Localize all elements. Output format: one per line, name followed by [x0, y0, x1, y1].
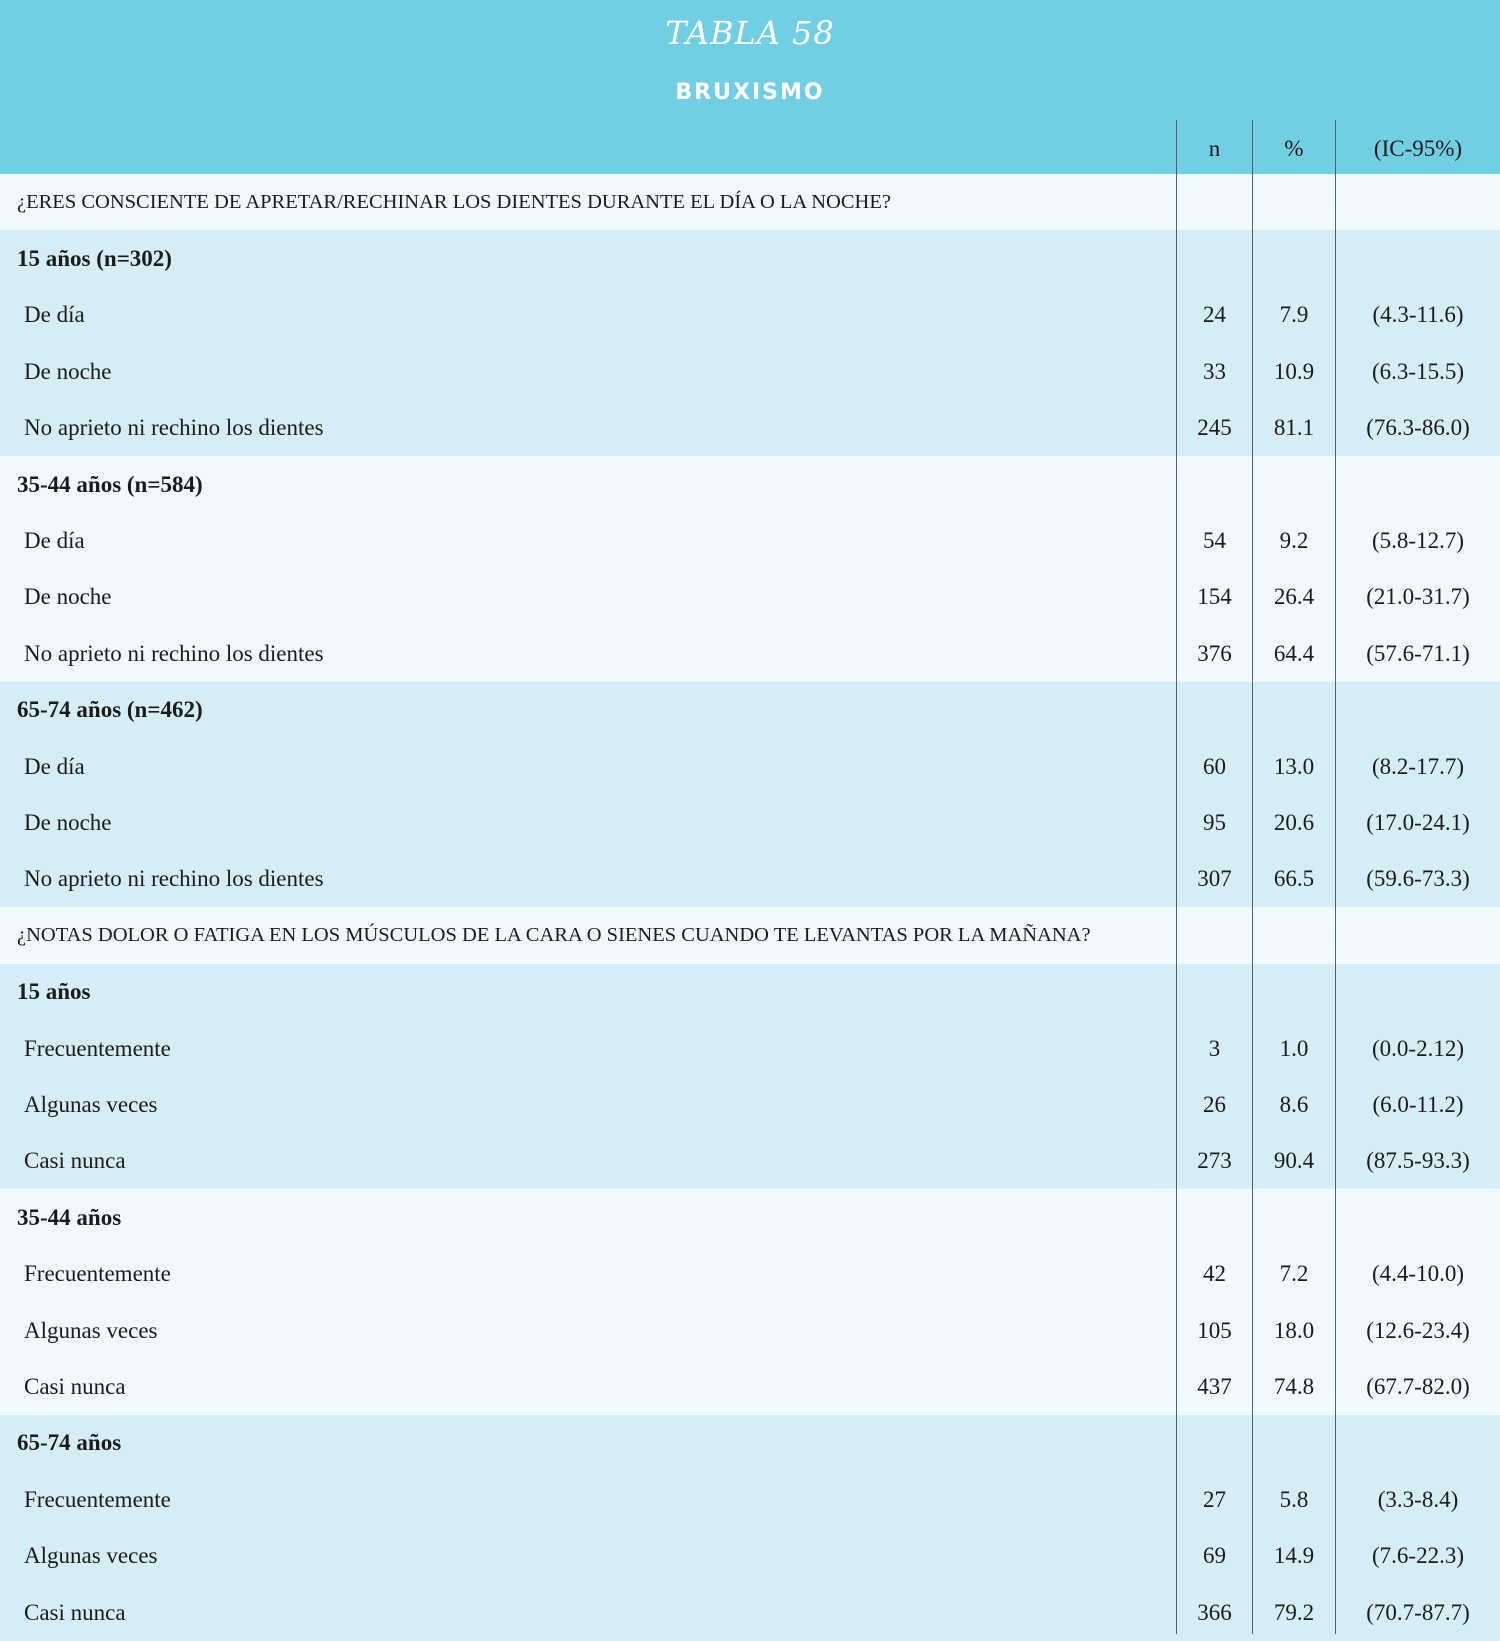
percent-value: 64.4	[1273, 640, 1315, 666]
n-value: 273	[1197, 1148, 1232, 1174]
ci-value: (70.7-87.7)	[1366, 1599, 1470, 1625]
ci-value: (4.4-10.0)	[1372, 1261, 1464, 1287]
table-row	[0, 1133, 1500, 1190]
row-label: Algunas veces	[24, 1091, 158, 1117]
table-row	[0, 851, 1500, 908]
ci-value: (17.0-24.1)	[1366, 809, 1470, 835]
ci-value: (6.0-11.2)	[1372, 1091, 1464, 1117]
age-group-label: 65-74 años	[17, 1430, 122, 1456]
n-value: 42	[1203, 1261, 1226, 1287]
row-label: De noche	[24, 809, 112, 835]
ci-value: (4.3-11.6)	[1372, 302, 1464, 328]
column-divider	[1252, 120, 1253, 1634]
percent-value: 5.8	[1279, 1486, 1309, 1512]
n-value: 366	[1197, 1599, 1232, 1625]
table-title: TABLA 58	[665, 14, 835, 52]
age-group-label: 35-44 años (n=584)	[17, 471, 203, 497]
table-header	[0, 0, 1500, 174]
row-label: De día	[24, 302, 85, 328]
percent-value: 13.0	[1273, 753, 1315, 779]
percent-value: 26.4	[1273, 584, 1315, 610]
n-value: 105	[1197, 1317, 1232, 1343]
table-row	[0, 1471, 1500, 1528]
percent-value: 7.2	[1279, 1261, 1309, 1287]
table-row	[0, 625, 1500, 682]
n-value: 245	[1197, 415, 1232, 441]
column-header-percent: %	[1284, 136, 1304, 161]
n-value: 3	[1208, 1035, 1221, 1061]
age-group-label: 65-74 años (n=462)	[17, 697, 203, 723]
question-row	[0, 907, 1500, 964]
percent-value: 90.4	[1273, 1148, 1315, 1174]
age-group-row	[0, 456, 1500, 513]
percent-value: 66.5	[1273, 866, 1315, 892]
row-label: Casi nunca	[24, 1599, 126, 1625]
percent-value: 10.9	[1273, 358, 1315, 384]
row-label: De noche	[24, 358, 112, 384]
n-value: 307	[1197, 866, 1232, 892]
row-label: Frecuentemente	[24, 1035, 171, 1061]
table-row	[0, 1246, 1500, 1303]
table-row	[0, 1020, 1500, 1077]
column-header-n: n	[1208, 136, 1221, 161]
row-label: No aprieto ni rechino los dientes	[24, 640, 324, 666]
ci-value: (67.7-82.0)	[1366, 1373, 1470, 1399]
ci-value: (57.6-71.1)	[1366, 640, 1470, 666]
table-row	[0, 287, 1500, 344]
n-value: 437	[1197, 1373, 1232, 1399]
percent-value: 74.8	[1273, 1373, 1315, 1399]
ci-value: (59.6-73.3)	[1366, 866, 1470, 892]
column-divider	[1176, 120, 1177, 1634]
row-label: De día	[24, 753, 85, 779]
ci-value: (21.0-31.7)	[1366, 584, 1470, 610]
column-header-ci: (IC-95%)	[1373, 136, 1463, 161]
row-label: Frecuentemente	[24, 1261, 171, 1287]
n-value: 33	[1203, 358, 1226, 384]
table-row	[0, 1358, 1500, 1415]
table-row	[0, 738, 1500, 795]
ci-value: (8.2-17.7)	[1372, 753, 1464, 779]
table-row	[0, 400, 1500, 457]
row-label: Casi nunca	[24, 1373, 126, 1399]
percent-value: 20.6	[1273, 809, 1315, 835]
n-value: 27	[1203, 1486, 1226, 1512]
table-row	[0, 569, 1500, 626]
table-row	[0, 1584, 1500, 1641]
ci-value: (87.5-93.3)	[1366, 1148, 1470, 1174]
age-group-label: 15 años	[17, 979, 91, 1005]
row-label: De noche	[24, 584, 112, 610]
n-value: 376	[1197, 640, 1232, 666]
percent-value: 18.0	[1273, 1317, 1315, 1343]
age-group-row	[0, 682, 1500, 739]
ci-value: (76.3-86.0)	[1366, 415, 1470, 441]
table-row	[0, 1528, 1500, 1585]
table-subtitle: BRUXISMO	[675, 80, 825, 105]
percent-value: 79.2	[1273, 1599, 1315, 1625]
question-row	[0, 174, 1500, 231]
n-value: 95	[1203, 809, 1226, 835]
age-group-row	[0, 964, 1500, 1021]
table-row	[0, 343, 1500, 400]
ci-value: (3.3-8.4)	[1377, 1486, 1459, 1512]
table-row	[0, 1302, 1500, 1359]
n-value: 24	[1203, 302, 1226, 328]
percent-value: 14.9	[1273, 1543, 1315, 1569]
n-value: 54	[1203, 527, 1226, 553]
ci-value: (12.6-23.4)	[1366, 1317, 1470, 1343]
percent-value: 9.2	[1279, 527, 1309, 553]
age-group-row	[0, 1189, 1500, 1246]
row-label: Algunas veces	[24, 1317, 158, 1343]
percent-value: 81.1	[1273, 415, 1315, 441]
age-group-label: 15 años (n=302)	[17, 245, 172, 271]
row-label: Frecuentemente	[24, 1486, 171, 1512]
n-value: 60	[1203, 753, 1226, 779]
percent-value: 7.9	[1279, 302, 1309, 328]
n-value: 69	[1203, 1543, 1226, 1569]
row-label: De día	[24, 527, 85, 553]
row-label: No aprieto ni rechino los dientes	[24, 866, 324, 892]
ci-value: (5.8-12.7)	[1372, 527, 1464, 553]
age-group-label: 35-44 años	[17, 1204, 122, 1230]
n-value: 26	[1203, 1091, 1226, 1117]
age-group-row	[0, 230, 1500, 287]
ci-value: (6.3-15.5)	[1372, 358, 1464, 384]
question-text: ¿NOTAS DOLOR O FATIGA EN LOS MÚSCULOS DE LA CARA O SIENES CUANDO TE LEVANTAS POR LA MAÑANA?	[17, 924, 1091, 947]
ci-value: (0.0-2.12)	[1372, 1035, 1464, 1061]
row-label: Algunas veces	[24, 1543, 158, 1569]
question-text: ¿ERES CONSCIENTE DE APRETAR/RECHINAR LOS DIENTES DURANTE EL DÍA O LA NOCHE?	[17, 191, 891, 213]
ci-value: (7.6-22.3)	[1372, 1543, 1464, 1569]
table-row	[0, 794, 1500, 851]
column-divider	[1335, 120, 1336, 1634]
percent-value: 1.0	[1279, 1035, 1309, 1061]
row-label: Casi nunca	[24, 1148, 126, 1174]
n-value: 154	[1197, 584, 1232, 610]
percent-value: 8.6	[1279, 1091, 1309, 1117]
row-label: No aprieto ni rechino los dientes	[24, 415, 324, 441]
age-group-row	[0, 1415, 1500, 1472]
table-row	[0, 512, 1500, 569]
table-row	[0, 1076, 1500, 1133]
